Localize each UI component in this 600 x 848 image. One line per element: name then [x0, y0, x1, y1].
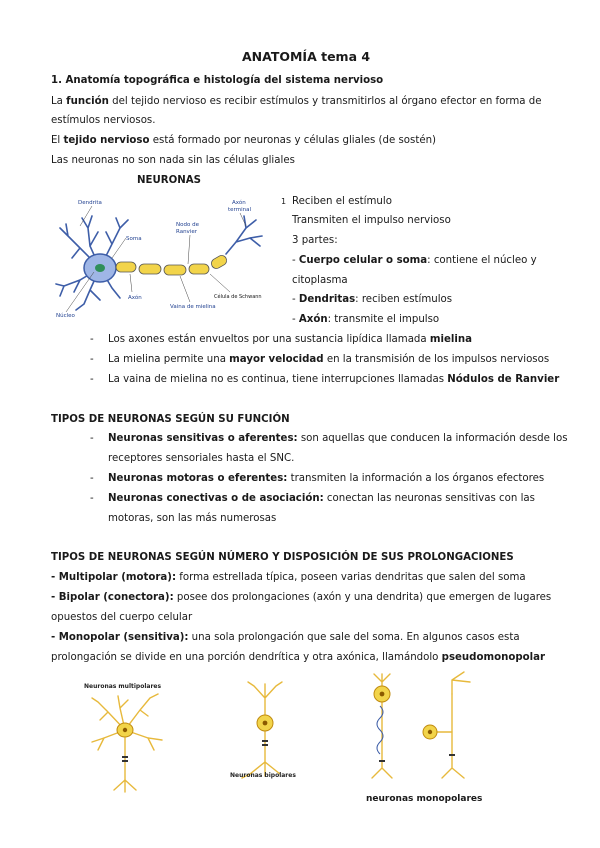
funcion-item-3-cont: motoras, son las más numerosas — [108, 513, 277, 524]
multipolar-caption: Neuronas multipolares — [84, 683, 162, 690]
bullet-marker: - — [90, 473, 94, 484]
myelin-bullet-1: Los axones están envueltos por una sustancia lipídica llamada mielina — [108, 334, 473, 345]
intro-line-1: La función del tejido nervioso es recibir estímulos y transmitirlos al órgano efector en forma de — [51, 96, 542, 107]
bipolar-caption: Neuronas bipolares — [230, 772, 296, 779]
funcion-heading: TIPOS DE NEURONAS SEGÚN SU FUNCIÓN — [51, 414, 290, 425]
funcion-item-3: Neuronas conectivas o de asociación: conectan las neuronas sensitivas con las — [108, 493, 535, 504]
intro-line-3: El tejido nervioso está formado por neuronas y células gliales (de sostén) — [51, 135, 437, 146]
label-axon: Axón — [128, 295, 142, 301]
nucleus-shape — [95, 264, 105, 272]
neuronas-l3: 3 partes: — [292, 235, 338, 246]
bullet-marker: - — [90, 433, 94, 444]
intro-line-2: estímulos nerviosos. — [51, 115, 156, 126]
list-marker: 1 — [281, 197, 287, 206]
label-axon-terminal-1: Axón — [232, 200, 246, 206]
intro-line-4: Las neuronas no son nada sin las células gliales — [51, 155, 295, 166]
label-vaina: Vaina de mielina — [170, 304, 216, 310]
neuron-diagram — [50, 188, 280, 328]
myelin-bullet-3: La vaina de mielina no es continua, tiene interrupciones llamadas Nódulos de Ranvier — [108, 374, 560, 385]
bullet-marker: - — [90, 374, 94, 385]
bullet-marker: - — [90, 354, 94, 365]
label-dendrita: Dendrita — [78, 200, 102, 206]
funcion-item-2: Neuronas motoras o eferentes: transmiten la información a los órganos efectores — [108, 473, 545, 484]
bipolar-text: - Bipolar (conectora): posee dos prolongaciones (axón y una dendrita) que emergen de lugares — [51, 592, 552, 603]
multipolar-figure — [78, 680, 188, 795]
prolongaciones-heading: TIPOS DE NEURONAS SEGÚN NÚMERO Y DISPOSICIÓN DE SUS PROLONGACIONES — [51, 552, 514, 563]
label-nucleo: Núcleo — [56, 313, 75, 319]
neuronas-l4: - Cuerpo celular o soma: contiene el núcleo y — [292, 255, 537, 266]
section-heading: 1. Anatomía topográfica e histología del sistema nervioso — [51, 75, 384, 86]
page-title: ANATOMÍA tema 4 — [242, 49, 371, 64]
multipolar-text: - Multipolar (motora): forma estrellada típica, poseen varias dendritas que salen del soma — [51, 572, 526, 583]
monopolar-figure — [352, 670, 492, 785]
myelin-bullet-2: La mielina permite una mayor velocidad en la transmisión de los impulsos nerviosos — [108, 354, 550, 365]
neuronas-l5: citoplasma — [292, 275, 348, 286]
bipolar-figure — [210, 678, 320, 783]
monopolar-text: - Monopolar (sensitiva): una sola prolongación que sale del soma. En algunos casos esta — [51, 632, 520, 643]
neuronas-l7: - Axón: transmite el impulso — [292, 314, 440, 325]
funcion-item-1-cont: receptores sensoriales hasta el SNC. — [108, 453, 295, 464]
label-soma: Soma — [126, 236, 142, 242]
neuronas-l6: - Dendritas: reciben estímulos — [292, 294, 453, 305]
neuronas-l2: Transmiten el impulso nervioso — [292, 215, 451, 226]
monopolar-text-cont: prolongación se divide en una porción dendrítica y otra axónica, llamándolo pseudomonopolar — [51, 652, 546, 663]
neuronas-heading: NEURONAS — [137, 175, 202, 186]
label-nodo-1: Nodo de — [176, 222, 199, 228]
label-axon-terminal-2: terminal — [228, 207, 251, 213]
bullet-marker: - — [90, 334, 94, 345]
label-schwann: Célula de Schwann — [214, 294, 262, 300]
label-nodo-2: Ranvier — [176, 229, 197, 235]
funcion-item-1: Neuronas sensitivas o aferentes: son aquellas que conducen la información desde los — [108, 433, 568, 444]
neuronas-l1: Reciben el estímulo — [292, 196, 392, 207]
bullet-marker: - — [90, 493, 94, 504]
bipolar-text-cont: opuestos del cuerpo celular — [51, 612, 193, 623]
monopolar-caption: neuronas monopolares — [366, 794, 483, 804]
